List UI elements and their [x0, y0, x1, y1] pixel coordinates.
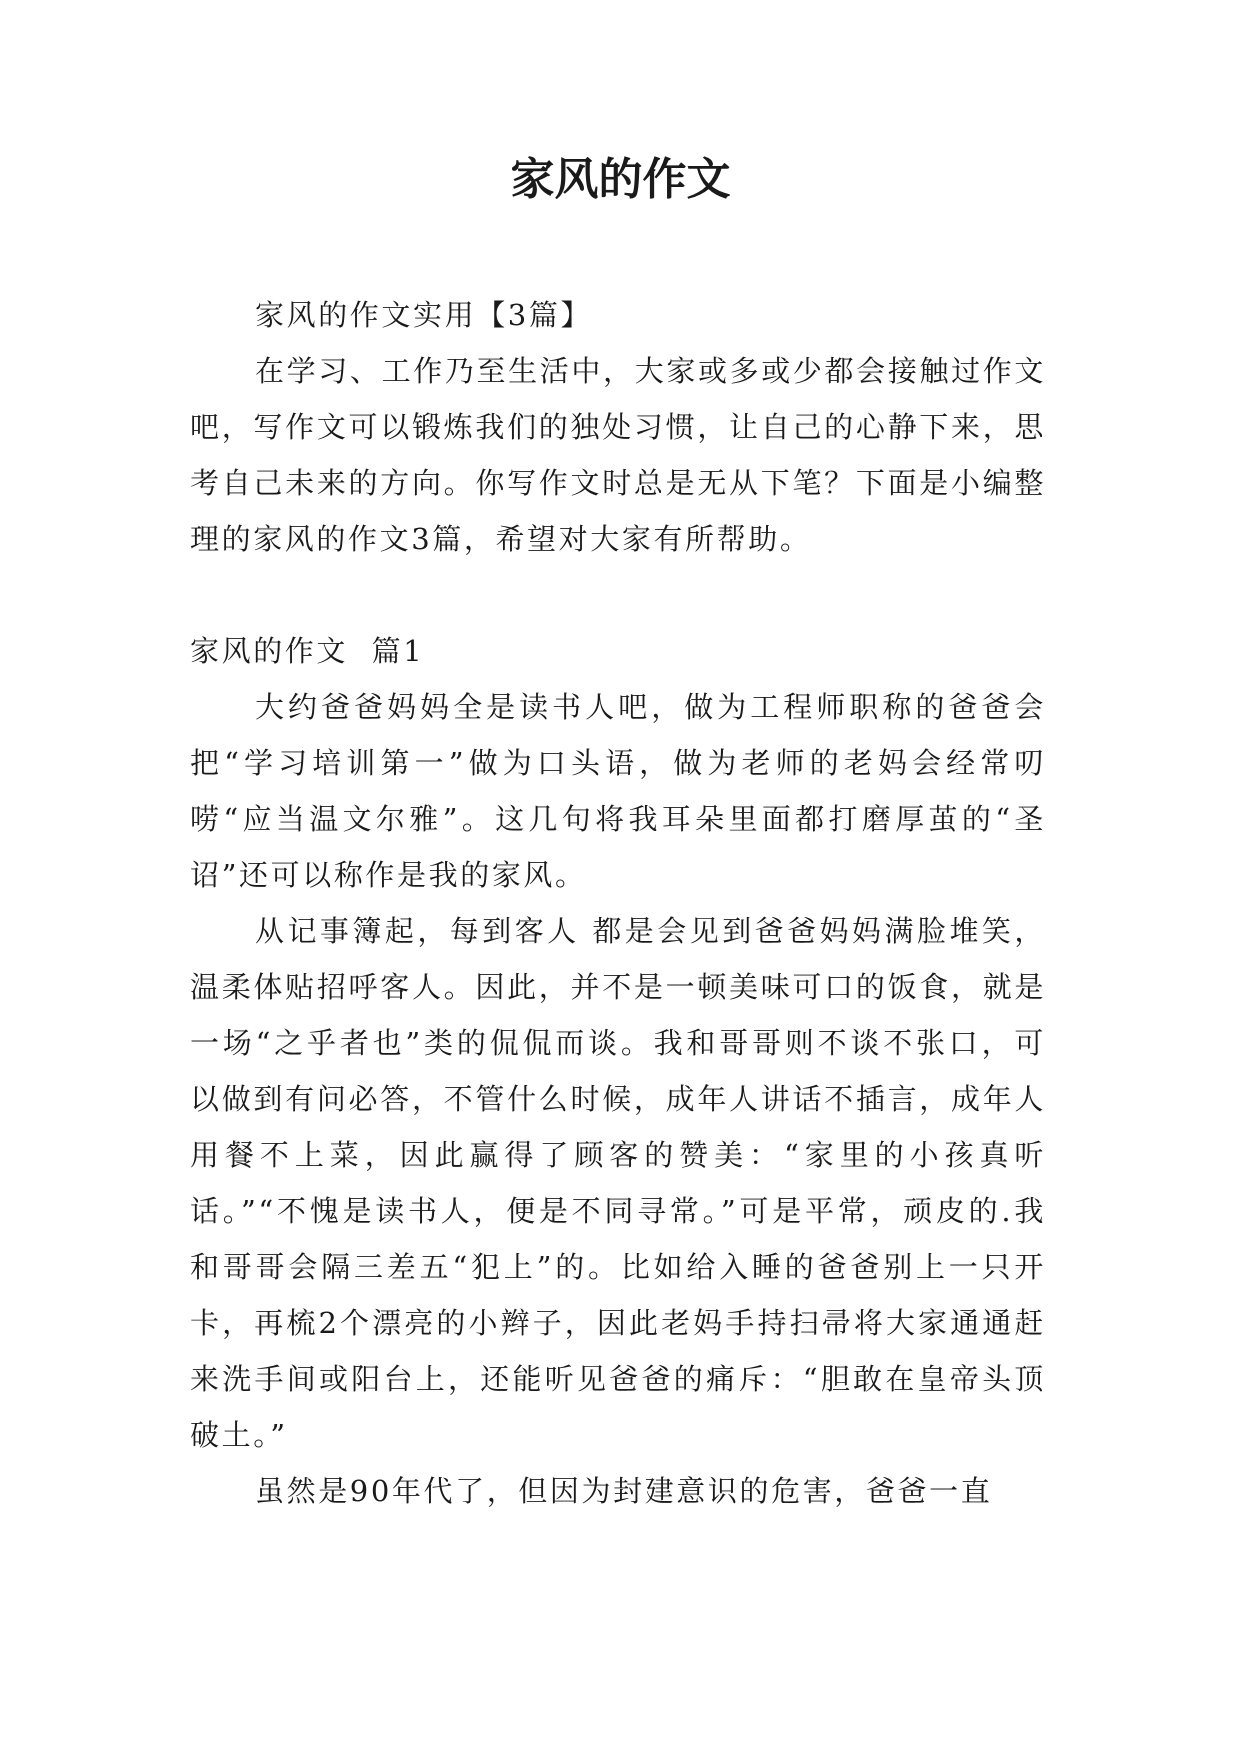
- document-subtitle: 家风的作文实用【3篇】: [255, 298, 593, 332]
- section-heading: 家风的作文 篇1: [190, 634, 425, 668]
- intro-paragraph: 在学习、工作乃至生活中，大家或多或少都会接触过作文吧，写作文可以锻炼我们的独处习惯，让自己的心静下来，思考自己未来的方向。你写作文时总是无从下笔？下面是小编整理的家风的作文3篇，希望对大家有所帮助。: [190, 354, 1046, 556]
- body-paragraph: 大约爸爸妈妈全是读书人吧，做为工程师职称的爸爸会把“学习培训第一”做为口头语，做为老师的老妈会经常叨唠“应当温文尔雅”。这几句将我耳朵里面都打磨厚茧的“圣诏”还可以称作是我的家风。: [190, 690, 1046, 892]
- section-spacer: [190, 567, 1046, 623]
- body-paragraph: 从记事簿起，每到客人 都是会见到爸爸妈妈满脸堆笑，温柔体贴招呼客人。因此，并不是一顿美味可口的饭食，就是一场“之乎者也”类的侃侃而谈。我和哥哥则不谈不张口，可以做到有问必答，不管什么时候，成年人讲话不插言，成年人用餐不上菜，因此赢得了顾客的赞美：“家里的小孩真听话。”“不愧是读书人，便是不同寻常。”可是平常，顽皮的.我和哥哥会隔三差五“犯上”的。比如给入睡的爸爸别上一只开卡，再梳2个漂亮的小辫子，因此老妈手持扫帚将大家通通赶来洗手间或阳台上，还能听见爸爸的痛斥：“胆敢在皇帝头顶破土。”: [190, 914, 1046, 1452]
- document-body: [190, 287, 1046, 1519]
- document-title: 家风的作文: [510, 154, 731, 205]
- body-paragraph: 虽然是90年代了，但因为封建意识的危害，爸爸一直: [255, 1474, 993, 1508]
